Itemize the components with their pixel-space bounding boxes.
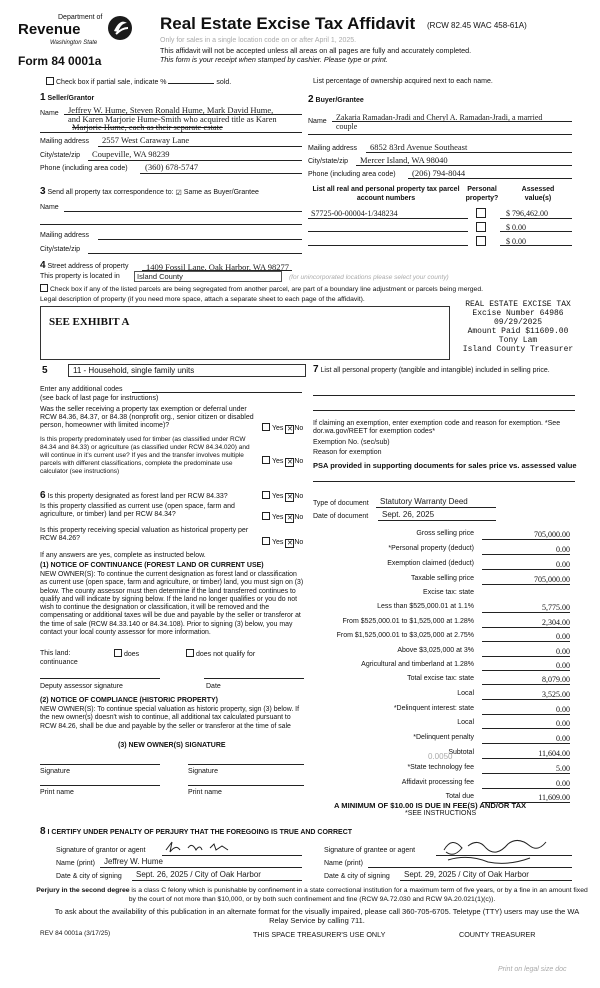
- segregated-label: Check box if any of the listed parcels are being segregated from another parcel, are part of a boundary line adjustment or parcels being merged.: [50, 286, 483, 293]
- calc-row-label: Above $3,025,000 at 3%: [397, 647, 474, 654]
- historic-yes-label: Yes: [272, 539, 284, 546]
- forest-question: [40, 490, 228, 501]
- seller-name-1[interactable]: Jeffrey W. Hume, Steven Ronald Hume, Mark David Hume,: [68, 105, 274, 115]
- calc-row: [330, 560, 572, 570]
- grantor-name-label: Name (print): [56, 860, 95, 867]
- dept-line1: Department of: [58, 14, 103, 21]
- rev-number: REV 84 0001a (3/17/25): [40, 930, 111, 937]
- county-value: Island County: [137, 272, 183, 281]
- exemption-yes-label: Yes: [272, 425, 284, 432]
- notice1-body: NEW OWNER(S): To continue the current designation as forest land or classification as current use (open space, farm and agriculture, or timber) land, you must sign on (3) below. The county assessor must then determine if the land transferred continues to qualify and will indicate by signing below. If the land no longer qualifies or you do not wish to continue the designation or classification, it will be removed and the compensating or additional taxes will be due and payable by the seller or transferor at the time of sale (RCW 84.33.140 or 84.34.108). Prior to signing (3) below, you may contact your local county assessor for more information.: [40, 571, 304, 637]
- land-does-checkbox[interactable]: [114, 649, 122, 657]
- notice1-heading: (1) NOTICE OF CONTINUANCE (FOREST LAND OR CURRENT USE): [40, 562, 264, 569]
- exemption-no-label: No: [294, 425, 304, 432]
- calc-row-label: Gross selling price: [416, 530, 474, 537]
- current-use-no-label: No: [294, 514, 304, 521]
- land-does-label: does: [124, 651, 140, 658]
- calc-row-value[interactable]: 0.00: [482, 719, 570, 729]
- reason-label: Reason for exemption: [313, 449, 382, 456]
- calc-row-label: Total excise tax: state: [407, 675, 474, 682]
- street-row: [40, 260, 128, 271]
- corr-heading: [40, 186, 259, 197]
- calc-row-value[interactable]: 0.00: [482, 705, 570, 715]
- forest-yes-no: [262, 491, 303, 502]
- same-as-buyer-checkbox[interactable]: ☑: [175, 190, 182, 197]
- grantee-date[interactable]: Sept. 29, 2025 / City of Oak Harbor: [404, 870, 529, 879]
- buyer-phone[interactable]: (206) 794-8044: [412, 168, 466, 178]
- calc-row-value[interactable]: 0.00: [482, 632, 570, 642]
- grantor-date-label: Date & city of signing: [56, 873, 122, 880]
- buyer-city-label: City/state/zip: [308, 158, 349, 165]
- calc-row: [330, 589, 572, 599]
- calc-row: [330, 690, 572, 700]
- deputy-sig-label: Deputy assessor signature: [40, 683, 123, 690]
- stamp-line-4: Amount Paid $11609.00: [467, 327, 569, 336]
- dept-line3: Washington State: [50, 40, 98, 46]
- grantee-signature-icon[interactable]: [438, 832, 558, 868]
- timber-yes-no: [262, 456, 303, 467]
- alt-format-notice: To ask about the availability of this publication in an alternate format for the visually impaired, please call 360-705-6705. Teletype (TTY) users may use the WA Relay Service by calling 711.: [54, 907, 580, 925]
- doc-type-label: Type of document: [313, 500, 369, 507]
- doc-date-label: Date of document: [313, 513, 369, 520]
- current-use-yes-label: Yes: [272, 514, 284, 521]
- section5-number: 5: [42, 365, 48, 376]
- grantor-name[interactable]: Jeffrey W. Hume: [104, 857, 163, 866]
- deputy-date-label: Date: [206, 683, 221, 690]
- seller-heading-label: Seller/Grantor: [47, 95, 95, 102]
- calc-row: [330, 530, 572, 540]
- land-does-not-label: does not qualify for: [196, 651, 256, 658]
- perjury-bold: Perjury in the second degree: [36, 887, 130, 894]
- historic-yes-checkbox[interactable]: [262, 537, 270, 545]
- land-does: [114, 649, 139, 658]
- forest-no-label: No: [294, 493, 304, 500]
- section6-number: 6: [40, 490, 46, 501]
- buyer-section-number: 2: [308, 94, 314, 105]
- grantee-date-label: Date & city of signing: [324, 873, 390, 880]
- grantor-date[interactable]: Sept. 26, 2025 / City of Oak Harbor: [136, 870, 261, 879]
- grantee-sig-label: Signature of grantee or agent: [324, 847, 416, 854]
- calc-row-label: Affidavit processing fee: [401, 779, 474, 786]
- stamp-line-5: Tony Lam: [498, 336, 538, 345]
- unincorp-note: (for unincorporated locations please select your county): [289, 274, 449, 281]
- forest-yes-label: Yes: [272, 493, 284, 500]
- grantee-name-label: Name (print): [324, 860, 363, 867]
- grantor-signature-icon[interactable]: [162, 838, 262, 856]
- stamp-line-3: 09/29/2025: [493, 318, 542, 327]
- partial-label-b: sold.: [216, 79, 232, 86]
- parcel-col-header: List all real and personal property tax parcel account numbers: [312, 186, 460, 202]
- timber-no-label: No: [294, 458, 304, 465]
- calc-row-label: Agricultural and timberland at 1.28%: [361, 661, 474, 668]
- exemption-no-checkbox[interactable]: ✕: [286, 426, 293, 433]
- calc-row-label: *Delinquent interest: state: [393, 705, 474, 712]
- timber-question: Is this property predominately used for timber (as classified under RCW 84.34 and 84.33) or agriculture (as classified under RCW 84.34.020) and will continue in it's current use? If yes and the transfer involves multiple parcels with different classifications, complete the predominate use calculator (see instructions): [40, 436, 250, 475]
- corr-mailing-label: Mailing address: [40, 232, 90, 239]
- seller-section-number: 1: [40, 92, 46, 103]
- historic-yes-no: [262, 537, 303, 548]
- continuance-label: continuance: [40, 659, 78, 666]
- corr-name-label: Name: [40, 204, 59, 211]
- calc-row-label: Local: [457, 690, 474, 697]
- exemption-no-label: Exemption No. (sec/sub): [313, 439, 390, 446]
- segregated-row: [40, 284, 483, 293]
- calc-row-value[interactable]: 5,775.00: [482, 603, 570, 613]
- calc-row: [330, 603, 572, 613]
- forest-no-checkbox[interactable]: ✕: [286, 494, 293, 501]
- section7-number: 7: [313, 364, 319, 375]
- section7-label: List all personal property (tangible and intangible) included in selling price.: [320, 367, 550, 374]
- buyer-name-label: Name: [308, 118, 327, 125]
- exemption-question: Was the seller receiving a property tax exemption or deferral under RCW 84.36, 84.37, or 84.38 (nonprofit org., senior citizen or disabled person, homeowner with limited income)?: [40, 406, 254, 429]
- corr-section-number: 3: [40, 186, 46, 197]
- partial-label-a: Check box if partial sale, indicate %: [56, 79, 167, 86]
- forest-question-text: Is this property designated as forest land per RCW 84.33?: [47, 493, 228, 500]
- buyer-name-2[interactable]: couple: [336, 122, 358, 131]
- perjury-notice: [32, 887, 592, 904]
- current-use-yes-checkbox[interactable]: [262, 512, 270, 520]
- exemption-reason[interactable]: PSA provided in supporting documents for sales price vs. assessed value: [313, 461, 577, 470]
- if-any-yes: If any answers are yes, complete as instructed below.: [40, 552, 206, 559]
- legal-description: SEE EXHIBIT A: [49, 316, 130, 328]
- located-label: This property is located in: [40, 273, 120, 280]
- dor-logo-mark-icon: [106, 14, 134, 42]
- street-address[interactable]: 1409 Fossil Lane, Oak Harbor, WA 98277: [146, 262, 290, 272]
- exemption-yes-checkbox[interactable]: [262, 423, 270, 431]
- calc-row-label: Exemption claimed (deduct): [387, 560, 474, 567]
- assessed-3[interactable]: $ 0.00: [506, 237, 526, 246]
- doc-date[interactable]: Sept. 26, 2025: [382, 510, 435, 519]
- calc-row-label: Total due: [445, 793, 474, 800]
- calc-row-value[interactable]: 0.00: [482, 560, 570, 570]
- doc-type[interactable]: Statutory Warranty Deed: [380, 497, 468, 506]
- treasurer-only: THIS SPACE TREASURER'S USE ONLY: [253, 930, 386, 939]
- seller-city[interactable]: Coupeville, WA 98239: [92, 149, 170, 159]
- seller-name-2[interactable]: and Karen Marjorie Hume-Smith who acquired title as Karen: [68, 114, 277, 124]
- calc-row-value[interactable]: 0.00: [482, 779, 570, 789]
- corr-heading-label: Send all property tax correspondence to:: [47, 189, 174, 196]
- calc-row: [330, 705, 572, 715]
- historic-question: Is this property receiving special valuation as historical property per RCW 84.26?: [40, 527, 249, 542]
- calc-row-value[interactable]: 11,609.00: [482, 793, 570, 803]
- calc-row-label: Local: [457, 719, 474, 726]
- calc-row-value[interactable]: 2,304.00: [482, 618, 570, 628]
- current-use-question: Is this property classified as current use (open space, farm and agriculture, or timber) land per RCW 84.34?: [40, 503, 235, 518]
- exemption-yes-no: [262, 423, 303, 434]
- calc-row-label: Taxable selling price: [410, 575, 474, 582]
- personal-checkbox-3[interactable]: [476, 236, 486, 246]
- partial-sale-row: [46, 77, 231, 86]
- stamp-line-1: REAL ESTATE EXCISE TAX: [465, 300, 571, 309]
- legal-description-box[interactable]: [40, 306, 450, 360]
- calc-row-label: Excise tax: state: [423, 589, 474, 596]
- assessed-col-header: Assessed value(s): [521, 186, 555, 202]
- timber-no-checkbox[interactable]: ✕: [286, 459, 293, 466]
- seller-name-3[interactable]: Marjorie Hume, each as their separate estate: [72, 122, 223, 132]
- current-use-no-checkbox[interactable]: ✕: [286, 515, 293, 522]
- calc-row: [330, 661, 572, 671]
- grantor-sig-label: Signature of grantor or agent: [56, 847, 146, 854]
- partial-pct-field[interactable]: [168, 83, 214, 84]
- notice-1: This affidavit will not be accepted unless all areas on all pages are fully and accurately completed.: [160, 46, 472, 55]
- minimum-due: A MINIMUM OF $10.00 IS DUE IN FEE(S) AND/OR TAX: [334, 801, 527, 810]
- legal-label: Legal description of property (if you need more space, attach a separate sheet to each page of the affidavit).: [40, 296, 365, 303]
- owner-print-label-2: Print name: [188, 789, 222, 796]
- buyer-mailing[interactable]: 6852 83rd Avenue Southeast: [370, 142, 468, 152]
- calc-row: [330, 575, 572, 585]
- segregated-checkbox[interactable]: [40, 284, 48, 292]
- calc-row-label: From $1,525,000.01 to $3,025,000 at 2.75%: [336, 632, 474, 639]
- personal-checkbox-1[interactable]: [476, 208, 486, 218]
- form-rcw: (RCW 82.45 WAC 458-61A): [427, 21, 527, 30]
- timber-yes-checkbox[interactable]: [262, 456, 270, 464]
- buyer-heading-label: Buyer/Grantee: [315, 97, 364, 104]
- notice3-heading: (3) NEW OWNER(S) SIGNATURE: [118, 742, 226, 749]
- dor-logo: [14, 14, 134, 50]
- calc-row-value[interactable]: 11,604.00: [482, 749, 570, 759]
- personal-col-header: Personal property?: [465, 186, 499, 202]
- seller-name-label: Name: [40, 110, 59, 117]
- calc-row-value[interactable]: 0.00: [482, 661, 570, 671]
- dept-line2: Revenue: [18, 21, 81, 38]
- buyer-city[interactable]: Mercer Island, WA 98040: [360, 155, 448, 165]
- calc-row: [330, 779, 572, 789]
- calc-row-value[interactable]: 705,000.00: [482, 530, 570, 540]
- calc-row: [330, 545, 572, 555]
- calc-row-value[interactable]: 0.00: [482, 545, 570, 555]
- assessed-1[interactable]: $ 796,462.00: [506, 209, 548, 218]
- personal-checkbox-2[interactable]: [476, 222, 486, 232]
- calc-row-label: From $525,000.01 to $1,525,000 at 1.28%: [342, 618, 474, 625]
- seller-heading: [40, 92, 94, 103]
- calc-row-value[interactable]: 0.00: [482, 647, 570, 657]
- calc-row: [330, 719, 572, 729]
- seller-phone-label: Phone (including area code): [40, 165, 128, 172]
- calc-row-label: *Delinquent penalty: [413, 734, 474, 741]
- owner-sig-label-2: Signature: [188, 768, 218, 775]
- form-number: Form 84 0001a: [18, 54, 102, 68]
- see-instructions: *SEE INSTRUCTIONS: [405, 810, 477, 817]
- seller-city-label: City/state/zip: [40, 152, 81, 159]
- parcel-1[interactable]: S7725-00-00004-1/348234: [311, 209, 398, 218]
- notice-2: This form is your receipt when stamped by cashier. Please type or print.: [160, 55, 388, 64]
- exemption-claim-label: If claiming an exemption, enter exemption code and reason for exemption. *See dor.wa.gov/REET for exemption codes*: [313, 420, 561, 435]
- historic-no-checkbox[interactable]: ✕: [286, 540, 293, 547]
- land-does-not: [186, 649, 255, 658]
- calc-row: [330, 647, 572, 657]
- property-section-number: 4: [40, 260, 46, 271]
- this-land-label: This land:: [40, 650, 71, 657]
- list-pct-note: List percentage of ownership acquired next to each name.: [313, 78, 493, 85]
- assessed-2[interactable]: $ 0.00: [506, 223, 526, 232]
- codes-note: (see back of last page for instructions): [40, 395, 159, 402]
- stamp-line-2: Excise Number 64986: [472, 309, 564, 318]
- calc-row: [330, 632, 572, 642]
- certify-row: [40, 826, 352, 837]
- calc-row-value[interactable]: 705,000.00: [482, 575, 570, 585]
- seller-mailing[interactable]: 2557 West Caraway Lane: [102, 135, 190, 145]
- calc-row: [330, 764, 572, 774]
- calc-row-value[interactable]: 0.00: [482, 734, 570, 744]
- additional-codes-label: Enter any additional codes: [40, 386, 123, 393]
- form-title: Real Estate Excise Tax Affidavit: [160, 14, 416, 33]
- owner-print-label-1: Print name: [40, 789, 74, 796]
- stamp-line-6: Island County Treasurer: [462, 345, 574, 354]
- calc-row-label: *State technology fee: [407, 764, 474, 771]
- section7-row: [313, 365, 575, 375]
- buyer-name-1[interactable]: Zakaria Ramadan-Jradi and Cheryl A. Ramadan-Jradi, a married: [336, 113, 543, 122]
- buyer-phone-label: Phone (including area code): [308, 171, 396, 178]
- calc-row-value[interactable]: 5.00: [482, 764, 570, 774]
- land-does-not-checkbox[interactable]: [186, 649, 194, 657]
- certify-label: I CERTIFY UNDER PENALTY OF PERJURY THAT THE FOREGOING IS TRUE AND CORRECT: [47, 829, 353, 836]
- timber-yes-label: Yes: [272, 458, 284, 465]
- section8-number: 8: [40, 826, 46, 837]
- seller-phone[interactable]: (360) 678-5747: [145, 162, 199, 172]
- calc-row: [330, 618, 572, 628]
- historic-no-label: No: [294, 539, 304, 546]
- current-use-yes-no: [262, 512, 303, 523]
- buyer-heading: [308, 94, 364, 105]
- treasurer-stamp: [448, 300, 588, 354]
- street-label: Street address of property: [47, 263, 129, 270]
- perjury-text: is a class C felony which is punishable by confinement in a state correctional institution for a maximum term of five years, or by a fine in an amount fixed by the court of not more than $10,000, or by both such confinement and fine (RCW 9A.72.030 and RCW 9A.20.021(1)(c)).: [128, 887, 588, 903]
- use-code-select[interactable]: [68, 364, 306, 377]
- local-rate: 0.0050: [428, 752, 453, 761]
- notice2-heading: (2) NOTICE OF COMPLIANCE (HISTORIC PROPERTY): [40, 697, 218, 704]
- calc-row: [330, 734, 572, 744]
- owner-sig-label-1: Signature: [40, 768, 70, 775]
- calc-row-label: *Personal property (deduct): [388, 545, 474, 552]
- print-legal: Print on legal size doc: [498, 966, 567, 973]
- corr-city-label: City/state/zip: [40, 246, 81, 253]
- calc-row: [330, 675, 572, 685]
- calc-row-label: Subtotal: [448, 749, 474, 756]
- use-code-value: 11 - Household, single family units: [73, 366, 195, 375]
- county-select[interactable]: [134, 271, 282, 282]
- county-treasurer: COUNTY TREASURER: [459, 930, 536, 939]
- partial-sale-checkbox[interactable]: [46, 77, 54, 85]
- seller-mailing-label: Mailing address: [40, 138, 90, 145]
- only-for-note: Only for sales in a single location code on or after April 1, 2025.: [160, 37, 357, 44]
- calc-row-label: Less than $525,000.01 at 1.1%: [377, 603, 474, 610]
- buyer-mailing-label: Mailing address: [308, 145, 358, 152]
- calc-row-value[interactable]: 3,525.00: [482, 690, 570, 700]
- forest-yes-checkbox[interactable]: [262, 491, 270, 499]
- same-as-buyer-label: Same as Buyer/Grantee: [183, 189, 259, 196]
- notice2-body: NEW OWNER(S): To continue special valuation as historic property, sign (3) below. If the new owner(s) doesn't wish to continue, all additional tax calculated pursuant to RCW 84.26, shall be due and payable by the seller or transferor at the time of sale: [40, 706, 300, 730]
- calc-row-value[interactable]: 8,079.00: [482, 675, 570, 685]
